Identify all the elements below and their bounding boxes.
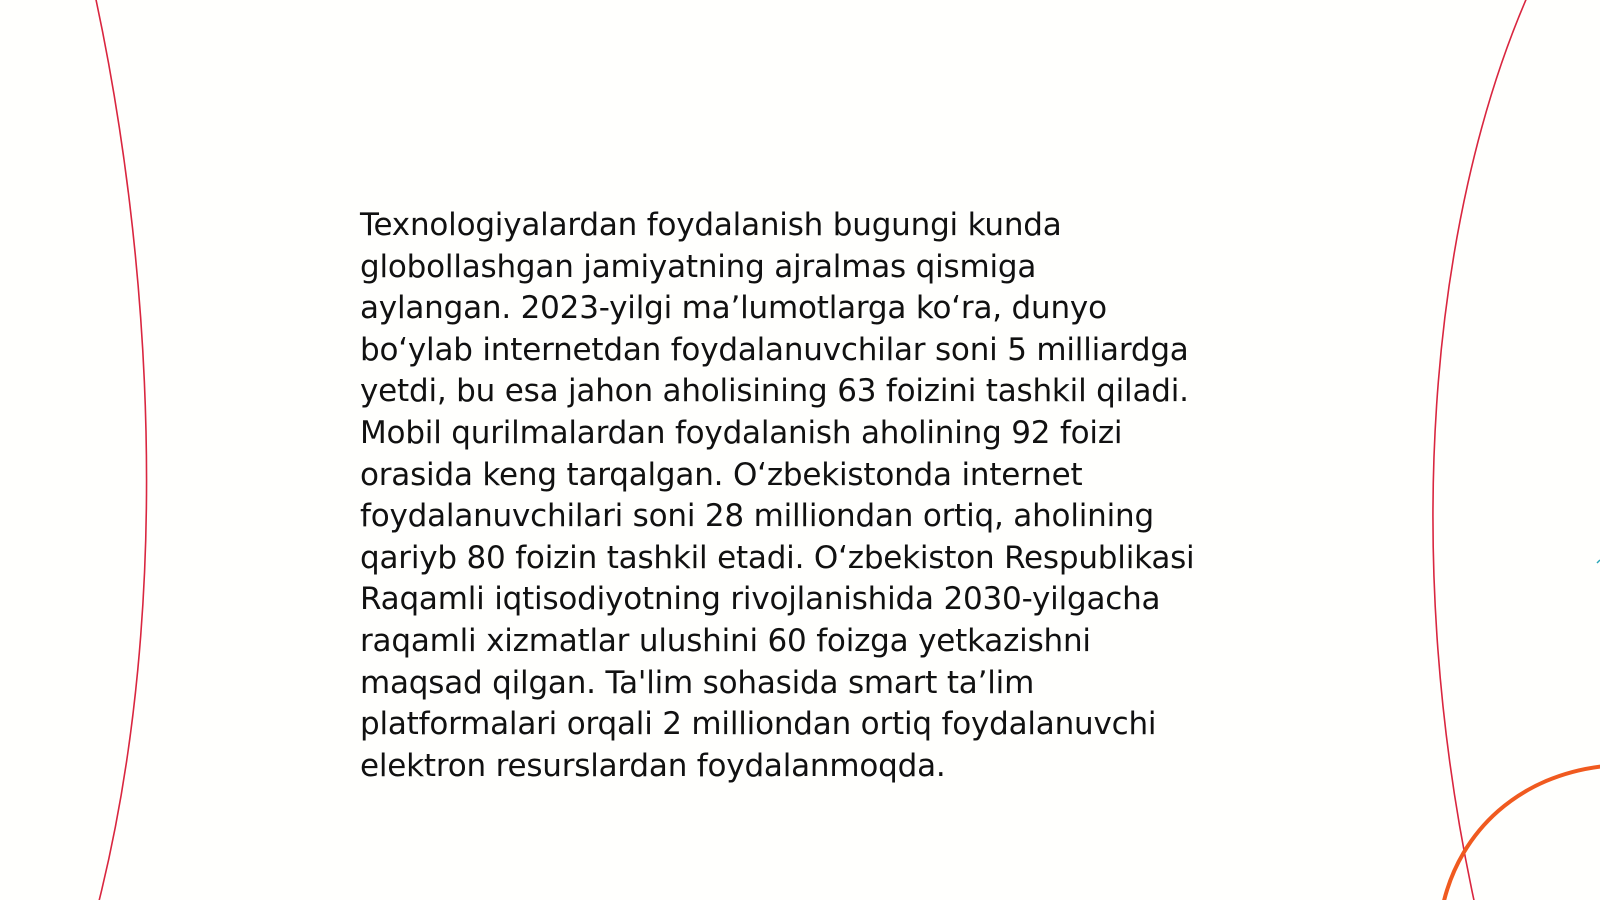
body-paragraph: Texnologiyalardan foydalanish bugungi kunda globollashgan jamiyatning ajralmas qismiga aylangan. 2023-yilgi ma’lumotlarga ko‘ra, dunyo bo‘ylab internetdan foydalanuvchilar soni 5 milliardga yetdi, bu esa jahon aholisining 63 foizini tashkil qiladi. Mobil qurilmalardan foydalanish aholining 92 foizi orasida keng tarqalgan. O‘zbekistonda internet foydalanuvchilari soni 28 milliondan ortiq, aholining qariyb 80 foizin tashkil etadi. O‘zbekiston Respublikasi Raqamli iqtisodiyotning rivojlanishida 2030-yilgacha raqamli xizmatlar ulushini 60 foizga yetkazishni maqsad qilgan. Ta'lim sohasida smart ta’lim platformalari orqali 2 milliondan ortiq foydalanuvchi elektron resurslardan foydalanmoqda.	[360, 207, 1195, 784]
orange-arc	[1443, 766, 1600, 900]
right-curve	[1433, 0, 1528, 900]
left-curve	[95, 0, 147, 900]
